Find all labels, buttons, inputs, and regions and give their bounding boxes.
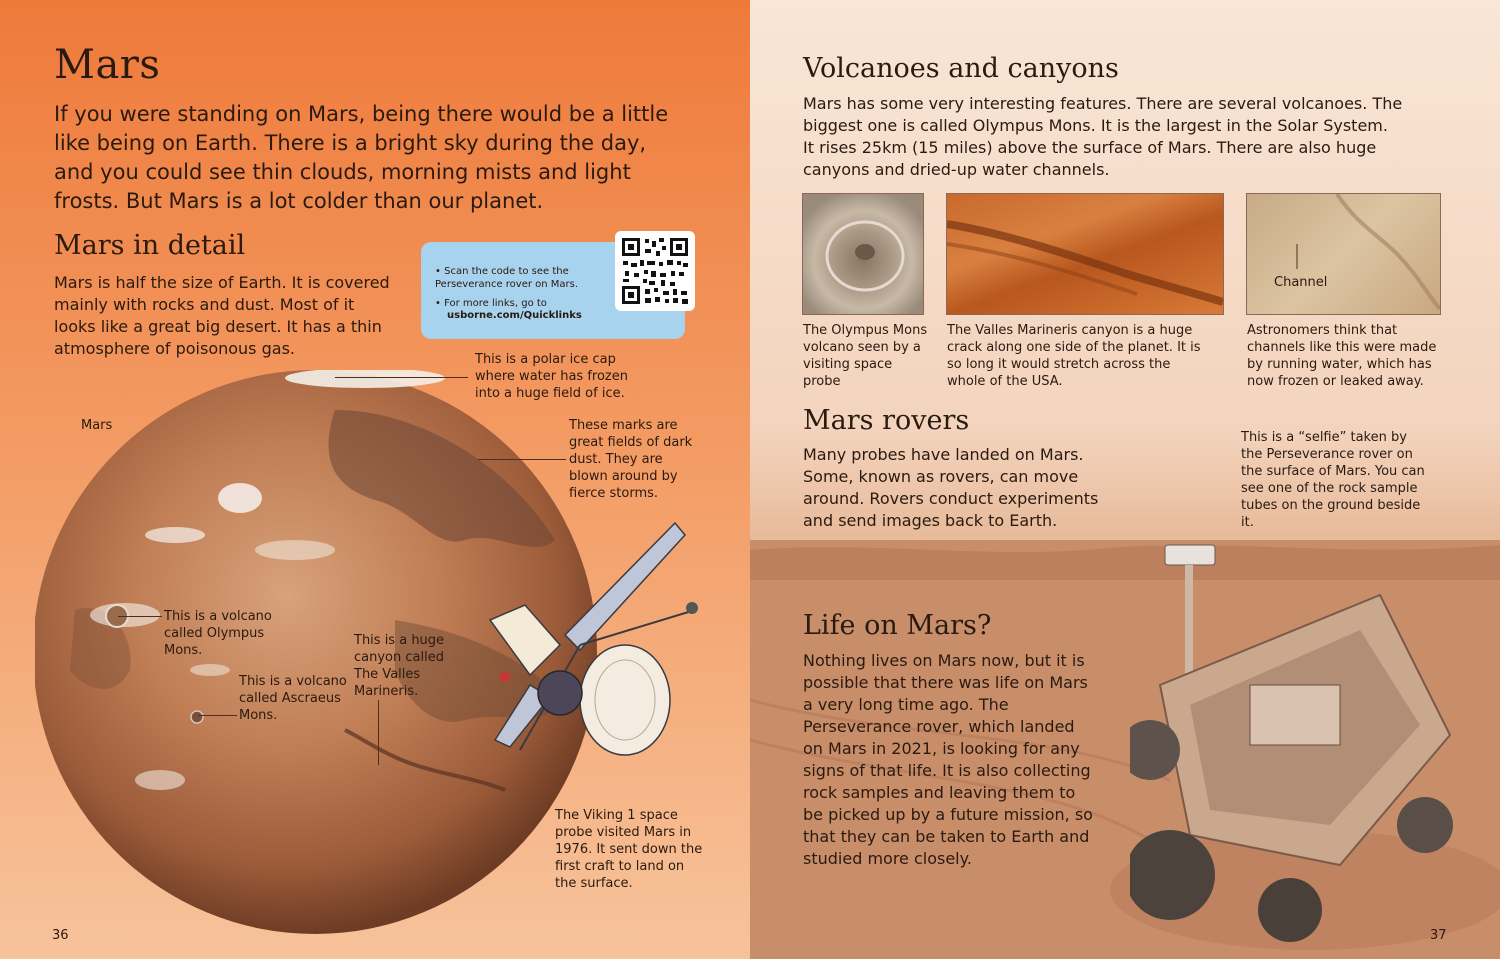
life-paragraph: Nothing lives on Mars now, but it is possible that there was life on Mars a very long time ago. The Perseverance rover, which landed on Mars in 2021, is looking for any signs of that life. It is also collecting rock samples and leaving them to be picked up by a future mission, so that they can be taken to Earth and studied more closely.: [803, 651, 1093, 868]
viking-probe-label: The Viking 1 space probe visited Mars in 1976. It sent down the first craft to land on the surface.: [555, 808, 703, 891]
valles-marineris-leader-line: [378, 700, 379, 765]
channel-photo-caption: Astronomers think that channels like this were made by running water, which has now frozen or leaked away.: [1247, 323, 1437, 389]
right-page: [750, 0, 1500, 959]
bullet-icon: •: [435, 266, 441, 277]
page-number-left: 36: [52, 928, 69, 943]
valles-marineris-photo: [946, 193, 1224, 315]
valles-photo-caption: The Valles Marineris canyon is a huge crack along one side of the planet. It is so long it would stretch across the whole of the USA.: [947, 323, 1201, 389]
olympus-mons-label: This is a volcano called Olympus Mons.: [164, 609, 272, 658]
page-number-right: 37: [1430, 928, 1447, 943]
olympus-photo-caption: The Olympus Mons volcano seen by a visiting space probe: [803, 323, 928, 389]
selfie-caption: This is a “selfie” taken by the Perseverance rover on the surface of Mars. You can see one of the rock sample tubes on the ground beside it.: [1241, 430, 1425, 530]
ice-cap-leader-line: [335, 377, 468, 378]
ascraeus-mons-leader-line: [198, 715, 237, 716]
olympus-mons-photo: [802, 193, 924, 315]
volcano-crater-icon: [803, 194, 923, 314]
dust-marks-label: These marks are great fields of dark dust. They are blown around by fierce storms.: [569, 418, 693, 501]
detail-heading: Mars in detail: [54, 230, 246, 261]
intro-paragraph: If you were standing on Mars, being there would be a little like being on Earth. There is a bright sky during the day, and you could see thin clouds, morning mists and light frosts. But Mars is a lot colder than our planet.: [54, 102, 669, 213]
ascraeus-mons-label: This is a volcano called Ascraeus Mons.: [239, 674, 347, 723]
dust-marks-leader-line: [478, 459, 566, 460]
mars-label: Mars: [81, 418, 113, 433]
olympus-mons-leader-line: [118, 616, 162, 617]
quicklinks-url[interactable]: usborne.com/Quicklinks: [447, 310, 582, 321]
rovers-heading: Mars rovers: [803, 405, 970, 436]
qr-code-icon: [615, 231, 695, 311]
channel-icon: [1247, 194, 1440, 314]
volcanoes-heading: Volcanoes and canyons: [803, 53, 1119, 84]
volcanoes-paragraph: Mars has some very interesting features. There are several volcanoes. The biggest one is called Olympus Mons. It is the largest in the Solar System. It rises 25km (15 miles) above the surface of Mars. There are also huge canyons and dried-up water channels.: [803, 94, 1403, 179]
quicklinks-scan-text: • Scan the code to see the Perseverance rover on Mars.: [435, 266, 579, 290]
viking-probe-illustration: [470, 515, 710, 775]
qr-code[interactable]: [615, 231, 695, 311]
bullet-icon: •: [435, 298, 441, 309]
perseverance-rover-photo: [1130, 535, 1470, 945]
ice-cap-label: This is a polar ice cap where water has frozen into a huge field of ice.: [475, 352, 628, 401]
valles-marineris-label: This is a huge canyon called The Valles Marineris.: [354, 633, 445, 699]
life-heading: Life on Mars?: [803, 610, 992, 641]
canyon-icon: [947, 194, 1223, 314]
page-title: Mars: [54, 42, 161, 88]
detail-paragraph: Mars is half the size of Earth. It is covered mainly with rocks and dust. Most of it looks like a great big desert. It has a thin atmosphere of poisonous gas.: [54, 273, 390, 358]
quicklinks-more-text: • For more links, go to: [435, 298, 547, 309]
water-channel-photo: [1246, 193, 1441, 315]
channel-label: Channel: [1274, 275, 1328, 290]
rovers-paragraph: Many probes have landed on Mars. Some, known as rovers, can move around. Rovers conduct experiments and send images back to Earth.: [803, 445, 1099, 530]
